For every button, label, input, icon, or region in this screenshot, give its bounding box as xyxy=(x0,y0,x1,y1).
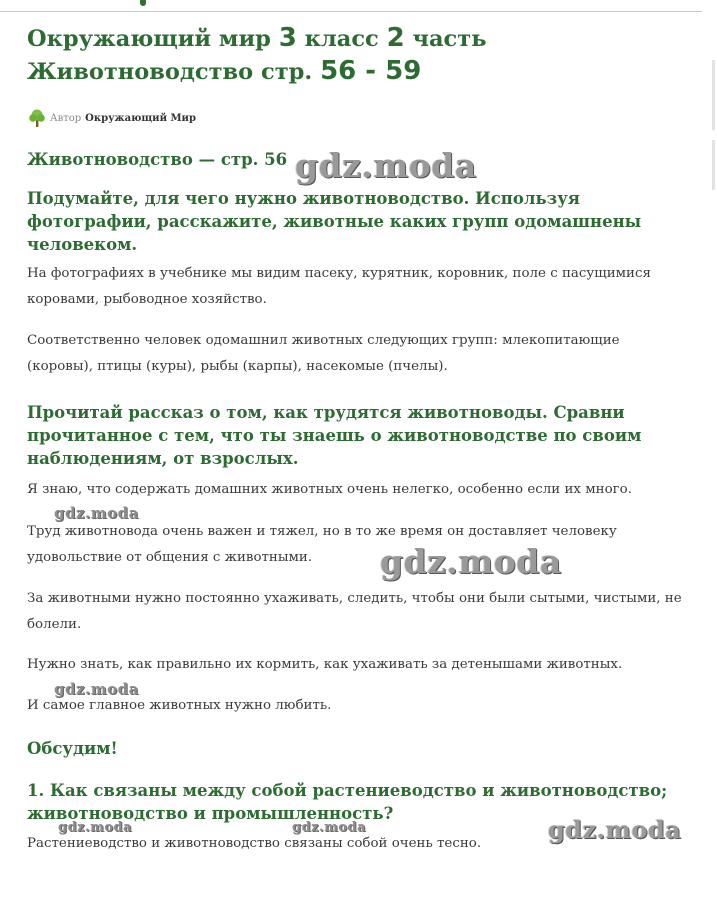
top-marker xyxy=(140,0,146,6)
page-title: Окружающий мир 3 класс 2 часть Животноводство стр. 56 - 59 xyxy=(27,23,487,86)
answer-paragraph: И самое главное животных нужно любить. xyxy=(27,698,332,713)
answer-paragraph: Труд животновода очень важен и тяжел, но в то же время он доставляет человеку удовольствие от общения с животными. xyxy=(27,524,617,565)
section-heading: Животноводство — стр. 56 xyxy=(27,150,288,169)
question-heading: Прочитай рассказ о том, как трудятся животноводы. Сравни прочитанное с тем, что ты знаешь о животноводстве по своим наблюдениям, от взрослых. xyxy=(27,403,642,468)
author-name[interactable]: Окружающий Мир xyxy=(85,112,196,124)
watermark: gdz.moda xyxy=(292,820,367,835)
watermark: gdz.moda xyxy=(54,504,139,522)
answer-paragraph: Соответственно человек одомашнил животных следующих групп: млекопитающие (коровы), птицы (куры), рыбы (карпы), насекомые (пчелы). xyxy=(27,333,620,374)
watermark: gdz.moda xyxy=(54,680,139,698)
question-heading: Подумайте, для чего нужно животноводство. Используя фотографии, расскажите, животные каких групп одомашнены человеком. xyxy=(27,189,642,254)
rail-segment xyxy=(712,140,715,190)
answer-paragraph: На фотографиях в учебнике мы видим пасеку, курятник, коровник, поле с пасущимися коровами, рыбоводное хозяйство. xyxy=(27,266,651,307)
answer-paragraph: Растениеводство и животноводство связаны собой очень тесно. xyxy=(27,836,482,851)
top-border xyxy=(0,0,702,12)
author-line xyxy=(27,108,196,128)
watermark: gdz.moda xyxy=(380,542,562,581)
watermark: gdz.moda xyxy=(548,815,682,844)
discuss-heading: Обсудим! xyxy=(27,739,118,758)
question-heading: 1. Как связаны между собой растениеводство и животноводство; животноводство и промышленность? xyxy=(27,781,668,823)
answer-paragraph: За животными нужно постоянно ухаживать, следить, чтобы они были сытыми, чистыми, не болели. xyxy=(27,591,682,632)
rail-segment xyxy=(712,60,715,130)
watermark: gdz.moda xyxy=(58,820,133,835)
answer-paragraph: Нужно знать, как правильно их кормить, как ухаживать за детенышами животных. xyxy=(27,657,623,672)
watermark: gdz.moda xyxy=(295,146,477,185)
answer-paragraph: Я знаю, что содержать домашних животных очень нелегко, особенно если их много. xyxy=(27,482,632,497)
author-label: Автор xyxy=(50,112,82,124)
side-rail xyxy=(703,20,717,220)
tree-icon xyxy=(27,108,47,128)
